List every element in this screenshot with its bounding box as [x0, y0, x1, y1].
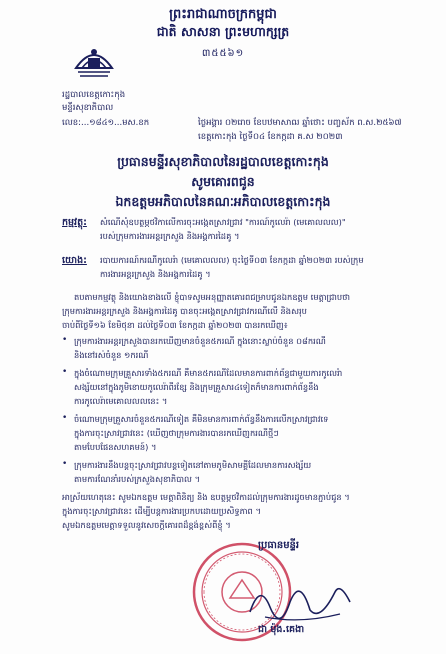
ministry-emblem-icon	[72, 38, 116, 82]
paragraph-line-1: តបតាមកម្មវត្ថុ និងយោងខាងលើ ខ្ញុំបាទសូមអនុញ្ញាតគោរពជម្រាបជូនឯកឧត្តម មេត្តាជ្រាបថា	[74, 292, 351, 302]
closing-line-3: សូមឯកឧត្តមមេត្តាទទួលនូវសេចក្តីគោរពដ៏ខ្ពង់ខ្ពស់ពីខ្ញុំ ។	[62, 520, 231, 530]
kingdom-title: ព្រះរាជាណាចក្រកម្ពុជា	[169, 7, 277, 22]
solar-date: ខេត្តកោះកុង ថ្ងៃទី០៤ ខែកក្កដា គ.ស ២០២៣	[198, 132, 343, 142]
bullet-1-line-2: និងនៅរស់ចំនួន ១ករណី	[74, 350, 149, 360]
bullet-marker: •	[62, 335, 68, 345]
sender-administration: រដ្ឋបាលខេត្តកោះកុង	[62, 90, 126, 100]
subject-line-1: សំណើសុំឧបត្ថម្ភថវិកាលើការចុះអង្កេតស្រាវជ្រាវ "ការណ៍កូលេរ៉ា (មេគោលលល)"	[100, 217, 346, 227]
closing-line-1: អាស្រ័យហេតុនេះ សូមឯកឧត្តម មេត្តាពិនិត្យ និង ឧបត្ថម្ភថវិកាដល់ក្រុមការងារដូចមានភ្ជាប់ជូន ។	[62, 492, 350, 502]
subject-label: កម្មវត្ថុ:	[62, 217, 87, 228]
closing-line-2: ក្នុងការចុះស្រាវជ្រាវនេះ ដើម្បីបន្តការងារប្រកបដោយប្រសិទ្ធភាព ។	[62, 506, 261, 516]
reference-label: យោង:	[62, 255, 87, 266]
sender-department: មន្ទីរសុខាភិបាល	[62, 103, 114, 113]
paragraph-line-3: ចាប់ពីថ្ងៃទី១៦ ខែមិថុនា ដល់ថ្ងៃទី០៣ ខែកក្កដា ឆ្នាំ២០២៣ បានរកឃើញ៖	[62, 320, 288, 330]
bullet-4-line-1: ក្រុមការងារនឹងបន្តចុះស្រាវជ្រាវបន្តទៀតនៅតាមភូមិសាមគ្គីដែលមានការសង្ស័យ	[74, 460, 312, 470]
bullet-1-line-1: ក្រុមការងារអន្តរក្រសួងបានរកឃើញមានចំនួន៥ករណី ក្នុងនោះស្លាប់ចំនួន ០៨ករណី	[74, 336, 326, 346]
bullet-2-line-3: ការកូលេរ៉ាមេគោលលលនេះ ។	[74, 396, 168, 406]
bullet-2-line-1: ក្នុងចំណោមក្រុមគ្រួសារទាំង៥ករណី គឺមាន៥ករណីដែលមានការពាក់ព័ន្ធជាមួយការកូលេរ៉ា	[74, 368, 343, 378]
subject-line-2: របស់ក្រុមការងារអន្តរក្រសួង និងអង្គការដៃគូ ។	[100, 231, 240, 241]
bullet-marker: •	[62, 459, 68, 469]
lunar-date: ថ្ងៃអង្គារ ០២រោច ខែបឋមាសាឍ ឆ្នាំថោះ បញ្ចស័ក ព.ស.២៥៦៧	[198, 118, 402, 128]
paragraph-line-2: ក្រុមការងារអន្តរក្រសួង និងអង្គការដៃគូ បានចុះអង្កេតស្រាវជ្រាវករណីលើ និងសរុប	[62, 306, 307, 316]
bullet-3-line-3: តាមបែបផែនសហគមន៍) ។	[74, 442, 157, 452]
reference-line-2: ការងារអន្តរក្រសួង និងអង្គការដៃគូ ។	[100, 269, 211, 279]
salutation: សូមគោរពជូន	[191, 174, 255, 189]
header-ornament: ៣៥៥៦១	[201, 48, 245, 59]
reference-number: លេខ:...១៨៤១...មស.ខក	[62, 118, 150, 128]
reference-line-1: របាយការណ៍ករណីកូលេរ៉ា (មេគោលលល) ចុះថ្ងៃទី០៣ ខែកក្កដា ឆ្នាំ២០២៣ របស់ក្រុម	[100, 255, 364, 265]
bullet-marker: •	[62, 367, 68, 377]
bullet-3-line-1: ចំណោមក្រុមគ្រួសារចំនួន៥ករណីទៀត គឺមិនមានការពាក់ព័ន្ធនឹងការលើកស្រាវជ្រាវទេ	[74, 414, 329, 424]
bullet-3-line-2: ក្នុងការចុះស្រាវជ្រាវនេះ (ឃើញថាក្រុមការងារបានរកឃើញករណីថ្មីៗ	[74, 428, 279, 438]
sender-title: ប្រធានមន្ទីរសុខាភិបាលនៃរដ្ឋបាលខេត្តកោះកុង	[117, 154, 329, 169]
bullet-2-line-2: សង្ស័យនៅក្នុងភូមិខោយកូលេរ៉ាពីរខ្សែ និងក្រុមគ្រួសារ៤ទៀតក៏មានការពាក់ព័ន្ធនឹង	[74, 382, 319, 392]
signatory-title: ប្រធានមន្ទីរ	[258, 540, 300, 551]
bullet-4-line-2: តាមការណែនាំរបស់ក្រសួងសុខាភិបាល ។	[74, 474, 201, 484]
recipient-title: ឯកឧត្តមអភិបាលនៃគណៈអភិបាលខេត្តកោះកុង	[115, 194, 331, 209]
signatory-name: ជា ម៉ុង.គេងា	[258, 624, 305, 635]
bullet-marker: •	[62, 413, 68, 423]
national-motto: ជាតិ សាសនា ព្រះមហាក្សត្រ	[156, 24, 290, 39]
